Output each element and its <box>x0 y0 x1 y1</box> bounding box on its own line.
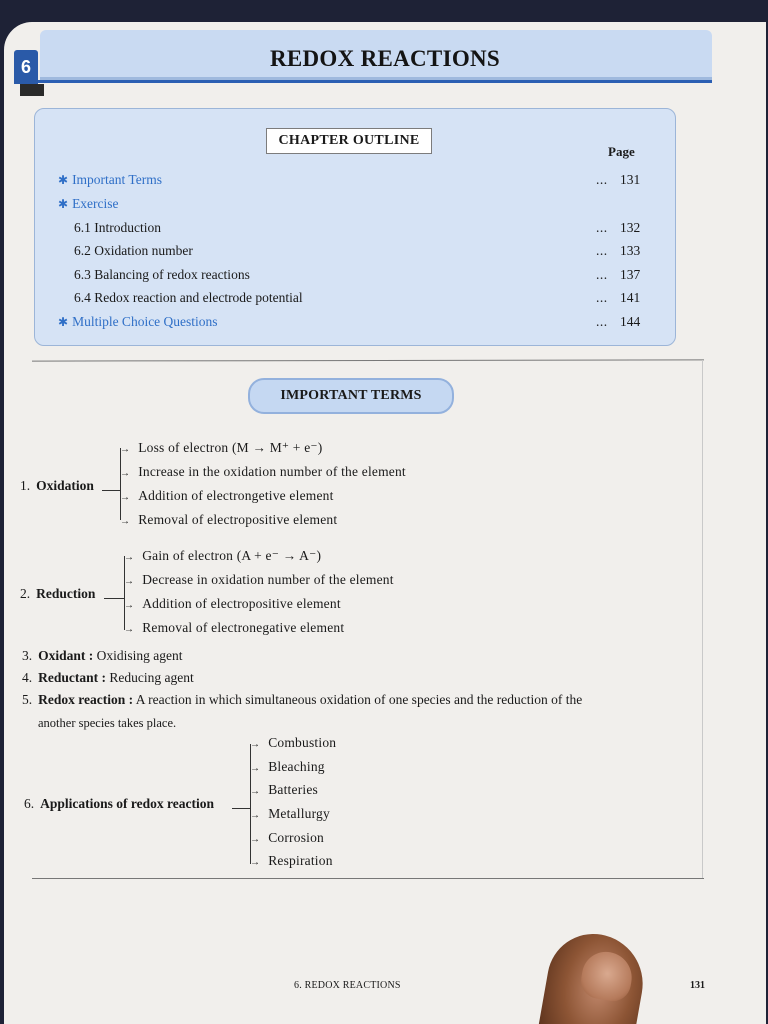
leader-dots: ... <box>596 172 608 187</box>
leader-dots: ... <box>596 267 608 282</box>
oxidation-branch: → Removal of electropositive element <box>120 512 338 527</box>
application-branch: → Combustion <box>250 735 337 750</box>
branch-bracket <box>124 556 125 630</box>
arrow-right-icon: → <box>124 600 135 611</box>
arrow-right-icon: → <box>120 468 131 479</box>
term-oxidation: 1. Oxidation <box>20 478 94 493</box>
arrow-right-icon: → <box>120 516 131 527</box>
reduction-branch: → Addition of electropositive element <box>124 596 341 611</box>
arrow-right-icon: → <box>124 576 135 587</box>
leader-dots: ... <box>596 314 608 329</box>
arrow-right-icon: → <box>124 624 135 635</box>
footer-page-number: 131 <box>690 980 705 991</box>
section-rule-top <box>32 359 704 361</box>
connector-line <box>104 598 124 599</box>
arrow-right-icon: → <box>120 492 131 503</box>
term-applications: 6. Applications of redox reaction <box>24 796 214 811</box>
outline-page-number: 144 <box>620 314 641 329</box>
chapter-number-tab: 6 <box>14 50 38 84</box>
application-branch: → Batteries <box>250 782 318 797</box>
arrow-right-icon: → <box>124 552 135 563</box>
reduction-branch: → Gain of electron (A + e⁻ → A⁻) <box>124 548 322 563</box>
term-reductant: 4. Reductant : Reducing agent <box>22 670 194 685</box>
outline-item: 6.1 Introduction ... 132 <box>74 220 641 235</box>
outline-item: 6.4 Redox reaction and electrode potential ... 141 <box>74 290 641 305</box>
outline-item: 6.3 Balancing of redox reactions ... 137 <box>74 267 641 282</box>
application-branch: → Metallurgy <box>250 806 330 821</box>
outline-page-number: 133 <box>620 243 641 258</box>
section-rule-bottom <box>32 878 704 879</box>
outline-page-number: 131 <box>620 172 641 187</box>
chapter-title: REDOX REACTIONS <box>269 46 501 71</box>
oxidation-branch: → Loss of electron (M → M⁺ + e⁻) <box>120 440 323 455</box>
oxidation-branch: → Addition of electrongetive element <box>120 488 334 503</box>
outline-page-number: 137 <box>620 267 641 282</box>
outline-page-number: 141 <box>620 290 641 305</box>
term-redox-continuation: another species takes place. <box>38 716 177 730</box>
page-column-header: Page <box>608 144 635 159</box>
connector-line <box>232 808 250 809</box>
application-branch: → Corrosion <box>250 830 325 845</box>
leader-dots: ... <box>596 243 608 258</box>
arrow-right-icon: → <box>250 857 261 868</box>
star-icon: ✱ <box>58 315 69 329</box>
star-icon: ✱ <box>58 173 69 187</box>
leader-dots: ... <box>596 220 608 235</box>
outline-page-number: 132 <box>620 220 641 235</box>
arrow-right-icon: → <box>250 739 261 750</box>
arrow-right-icon: → <box>250 834 261 845</box>
term-oxidant: 3. Oxidant : Oxidising agent <box>22 648 183 663</box>
outline-item: ✱ Exercise <box>58 196 119 211</box>
term-redox-reaction: 5. Redox reaction : A reaction in which simultaneous oxidation of one species and the reduction of the <box>22 692 583 707</box>
arrow-right-icon: → <box>250 810 261 821</box>
application-branch: → Bleaching <box>250 759 325 774</box>
term-reduction: 2. Reduction <box>20 586 96 601</box>
leader-dots: ... <box>596 290 608 305</box>
textbook-page <box>4 22 766 1024</box>
application-branch: → Respiration <box>250 853 333 868</box>
star-icon: ✱ <box>58 197 69 211</box>
title-underline <box>22 80 712 83</box>
chapter-tab-base <box>20 84 44 96</box>
connector-line <box>102 490 120 491</box>
oxidation-branch: → Increase in the oxidation number of the element <box>120 464 406 479</box>
section-border-right <box>702 360 703 878</box>
chapter-outline-label: CHAPTER OUTLINE <box>266 128 432 154</box>
outline-item: ✱ Multiple Choice Questions ... 144 <box>58 314 641 329</box>
outline-item: 6.2 Oxidation number ... 133 <box>74 243 641 258</box>
arrow-right-icon: → <box>120 444 131 455</box>
footer-chapter: 6. REDOX REACTIONS <box>294 980 401 991</box>
important-terms-label: IMPORTANT TERMS <box>248 378 454 414</box>
reduction-branch: → Decrease in oxidation number of the element <box>124 572 394 587</box>
arrow-right-icon: → <box>250 763 261 774</box>
branch-bracket <box>120 448 121 520</box>
reduction-branch: → Removal of electronegative element <box>124 620 345 635</box>
outline-item: ✱ Important Terms ... 131 <box>58 172 641 187</box>
arrow-right-icon: → <box>250 786 261 797</box>
